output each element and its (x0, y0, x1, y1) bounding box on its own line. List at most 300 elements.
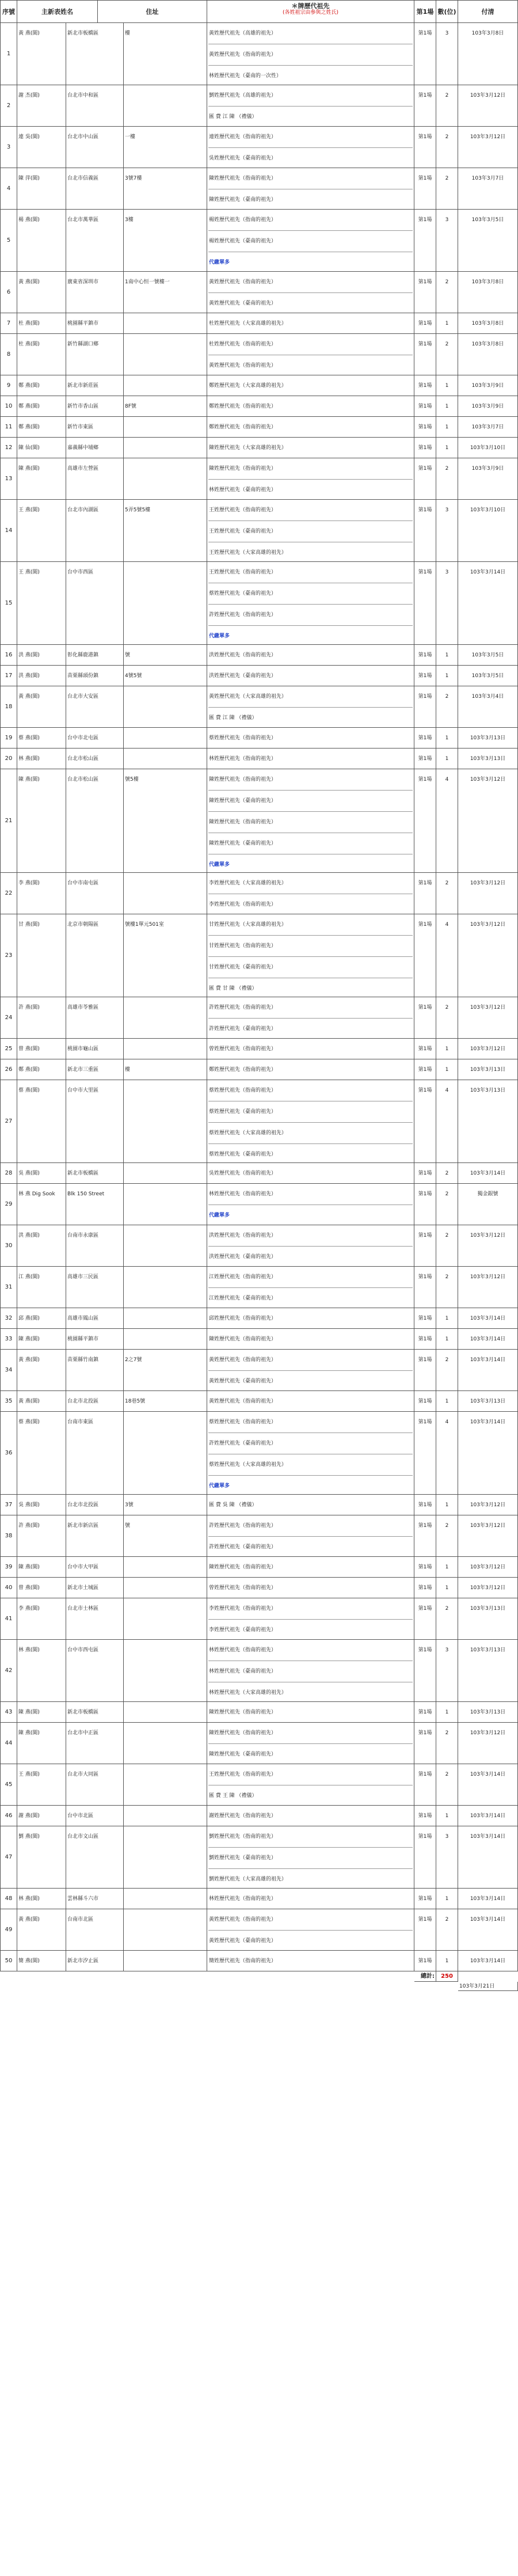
paid-date: 103年3月13日 (458, 1059, 518, 1080)
registrant-name: 蔡 燕(閩) (17, 1080, 66, 1163)
registrant-name: 邱 燕(閩) (17, 1308, 66, 1329)
row-number: 37 (0, 1495, 17, 1515)
ancestor-count: 1 (436, 728, 458, 749)
registrant-name: 洪 燕(閩) (17, 1225, 66, 1267)
row-number: 17 (0, 666, 17, 686)
ancestor-line: 黃姓歷代祖先（指南的祖先） (208, 272, 413, 293)
ancestor-line: 甘姓歷代祖先（臺南的祖先） (208, 957, 413, 978)
registrant-name: 黃 燕(閩) (17, 686, 66, 728)
ancestor-line: 匯 費 甘 陳 （禮儀） (209, 986, 257, 991)
row-number: 29 (0, 1184, 17, 1225)
ancestor-list (207, 562, 414, 645)
registrant-city: 新北市板橋區 (66, 1163, 124, 1184)
ancestor-list (207, 1723, 414, 1764)
ancestor-line: 江姓歷代祖先（臺南的祖先） (209, 1295, 277, 1301)
ancestor-line: 鄭姓歷代祖先（指南的祖先） (209, 404, 277, 409)
ancestor-line: 林姓歷代祖先（臺南的一次性） (209, 73, 282, 79)
ancestor-count: 2 (436, 1225, 458, 1267)
paid-date: 103年3月12日 (458, 85, 518, 127)
ancestor-line: 黃姓歷代祖先（指南的祖先） (208, 1909, 413, 1931)
registrant-name: 謝 杰(閩) (17, 85, 66, 127)
registrant-city: 北京市朝陽區 (66, 914, 124, 997)
registrant-city: 台北市士林區 (66, 1598, 124, 1640)
registrant-city: 桃園縣平鎮市 (66, 313, 124, 334)
ancestor-list (207, 334, 414, 375)
room-label: 第1場 (414, 914, 436, 997)
ancestor-line: 王姓歷代祖先（指南的祖先） (208, 562, 413, 583)
registrant-address (124, 873, 207, 914)
room-label: 第1場 (414, 334, 436, 375)
ancestor-count: 1 (436, 749, 458, 769)
paid-date: 103年3月12日 (458, 873, 518, 914)
ancestor-line: 林姓歷代祖先（指南的祖先） (208, 1640, 413, 1661)
row-number: 49 (0, 1909, 17, 1951)
paid-date: 103年3月12日 (458, 769, 518, 873)
ancestor-list (207, 1080, 414, 1163)
ancestor-line: 陳姓歷代祖先（指南的祖先） (208, 168, 413, 189)
ancestor-list (207, 873, 414, 914)
paid-date: 103年3月13日 (458, 728, 518, 749)
paid-date: 103年3月9日 (458, 375, 518, 396)
room-label: 第1場 (414, 272, 436, 313)
registrant-address (124, 1723, 207, 1764)
ancestor-count: 4 (436, 1412, 458, 1495)
ancestor-line: 黃姓歷代祖先（指南的祖先） (208, 1350, 413, 1371)
registrant-address (124, 686, 207, 728)
ancestor-count: 1 (436, 1702, 458, 1723)
header-count: 數(位) (436, 0, 458, 23)
ancestor-list (207, 500, 414, 562)
row-number: 9 (0, 375, 17, 396)
registrant-address (124, 728, 207, 749)
ancestor-line: 陳姓歷代祖先（指南的祖先） (209, 1709, 277, 1715)
ancestor-line: 許姓歷代祖先（指南的祖先） (208, 997, 413, 1019)
ancestor-line: 杜姓歷代祖先（指南的祖先） (208, 334, 413, 355)
ancestor-count: 1 (436, 1889, 458, 1909)
registrant-name: 黃 燕(閩) (17, 1909, 66, 1951)
ancestor-count: 1 (436, 417, 458, 438)
ancestor-line: 匯 費 王 陳 （禮儀） (209, 1793, 257, 1799)
ancestor-list (207, 168, 414, 210)
ancestor-line: 李姓歷代祖先（指南的祖先） (209, 902, 277, 907)
paid-date: 103年3月8日 (458, 334, 518, 375)
registrant-address (124, 1640, 207, 1702)
registrant-city: 新竹縣湖口鄉 (66, 334, 124, 375)
ancestor-count: 2 (436, 1909, 458, 1951)
registrant-address (124, 1184, 207, 1225)
ancestor-list (207, 1495, 414, 1515)
paid-date: 103年3月9日 (458, 396, 518, 417)
ancestor-line: 黃姓歷代祖先（大家高雄的祖先） (208, 686, 413, 708)
registrant-address (124, 85, 207, 127)
paid-date: 103年3月14日 (458, 1163, 518, 1184)
row-number: 44 (0, 1723, 17, 1764)
ancestor-line: 洪姓歷代祖先（臺南的祖先） (209, 673, 277, 679)
ancestor-count: 1 (436, 1039, 458, 1059)
room-label: 第1場 (414, 1184, 436, 1225)
registrant-name: 許 燕(閩) (17, 997, 66, 1039)
ancestor-line: 陳姓歷代祖先（指南的祖先） (208, 812, 413, 833)
registrant-name: 王 燕(閩) (17, 562, 66, 645)
ancestor-list (207, 127, 414, 168)
ancestor-list (207, 1764, 414, 1806)
ancestor-list (207, 1640, 414, 1702)
ancestor-line: 王姓歷代祖先（指南的祖先） (208, 500, 413, 521)
row-number: 3 (0, 127, 17, 168)
registrant-city: 台南市北區 (66, 1909, 124, 1951)
row-number: 47 (0, 1826, 17, 1889)
ancestor-count: 1 (436, 1391, 458, 1412)
ancestor-list (207, 1826, 414, 1889)
ancestor-line: 劉姓歷代祖先（臺南的祖先） (208, 1848, 413, 1869)
registrant-city: 台北市內湖區 (66, 500, 124, 562)
paid-date: 103年3月13日 (458, 1598, 518, 1640)
ancestor-line: 曾姓歷代祖先（指南的祖先） (209, 1585, 277, 1591)
registrant-name: 劉 燕(閩) (17, 1826, 66, 1889)
ancestor-list (207, 396, 414, 417)
ancestor-list (207, 1391, 414, 1412)
ancestor-count: 1 (436, 1951, 458, 1971)
row-number: 36 (0, 1412, 17, 1495)
registrant-address: 樓 (124, 1059, 207, 1080)
paid-date: 103年3月8日 (458, 272, 518, 313)
paid-date: 103年3月13日 (458, 749, 518, 769)
registrant-city: 彰化縣鹿港鎮 (66, 645, 124, 666)
registrant-address (124, 313, 207, 334)
ancestor-line: 簡姓歷代祖先（指南的祖先） (209, 1958, 277, 1964)
ancestor-list (207, 417, 414, 438)
room-label: 第1場 (414, 1059, 436, 1080)
total-value: 250 (436, 1971, 458, 1982)
paid-date: 103年3月12日 (458, 1039, 518, 1059)
registrant-address (124, 749, 207, 769)
registrant-city: 苗栗縣頭份鎮 (66, 666, 124, 686)
ancestor-line: 邱姓歷代祖先（指南的祖先） (209, 1316, 277, 1321)
ancestor-line: 蔡姓歷代祖先（臺南的祖先） (208, 1101, 413, 1123)
ancestor-count: 2 (436, 127, 458, 168)
ancestor-count: 1 (436, 1557, 458, 1578)
registrant-name: 蔡 燕(閩) (17, 728, 66, 749)
ancestor-list (207, 375, 414, 396)
row-number: 43 (0, 1702, 17, 1723)
row-number: 30 (0, 1225, 17, 1267)
ancestor-count: 4 (436, 1080, 458, 1163)
ancestor-line: 洪姓歷代祖先（臺南的祖先） (209, 1254, 277, 1260)
ancestor-line: 匯 費 吳 陳 （禮儀） (209, 1502, 257, 1508)
room-label: 第1場 (414, 1806, 436, 1826)
room-label: 第1場 (414, 1039, 436, 1059)
row-number: 22 (0, 873, 17, 914)
ancestor-count: 1 (436, 1806, 458, 1826)
paid-date: 103年3月12日 (458, 1723, 518, 1764)
registrant-address (124, 1578, 207, 1598)
ancestor-line: 許姓歷代祖先（指南的祖先） (208, 1515, 413, 1537)
registrant-address (124, 334, 207, 375)
ancestor-count: 1 (436, 438, 458, 458)
row-number: 41 (0, 1598, 17, 1640)
registrant-name: 黃 燕(閩) (17, 1350, 66, 1391)
ancestor-line: 匯 費 江 陳 （禮儀） (209, 114, 257, 120)
registrant-city: 台中市南屯區 (66, 873, 124, 914)
paid-date: 103年3月14日 (458, 1764, 518, 1806)
ancestor-count: 2 (436, 873, 458, 914)
row-number: 48 (0, 1889, 17, 1909)
room-label: 第1場 (414, 396, 436, 417)
ancestor-line: 代繳單多 (209, 260, 230, 265)
ancestor-count: 3 (436, 23, 458, 85)
registrant-name: 王 燕(閩) (17, 500, 66, 562)
ancestor-line: 曾姓歷代祖先（指南的祖先） (209, 1046, 277, 1052)
ancestor-line: 黃姓歷代祖先（指南的祖先） (209, 363, 277, 368)
registrant-name: 洪 燕(閩) (17, 645, 66, 666)
room-label: 第1場 (414, 1267, 436, 1308)
room-label: 第1場 (414, 1412, 436, 1495)
paid-date: 103年3月5日 (458, 666, 518, 686)
ancestor-list (207, 1039, 414, 1059)
registrant-name: 林 燕 Dig Sook (17, 1184, 66, 1225)
row-number: 28 (0, 1163, 17, 1184)
ancestor-line: 林姓歷代祖先（指南的祖先） (208, 1184, 413, 1205)
ancestor-count: 1 (436, 1495, 458, 1515)
registrant-name: 李 燕(閩) (17, 1598, 66, 1640)
registrant-city: 台中市北區 (66, 1806, 124, 1826)
registrant-name: 黃 燕(閩) (17, 23, 66, 85)
header-address: 住址 (98, 0, 207, 23)
registrant-address (124, 1702, 207, 1723)
row-number: 33 (0, 1329, 17, 1350)
ancestor-list (207, 272, 414, 313)
registrant-address (124, 1889, 207, 1909)
row-number: 46 (0, 1806, 17, 1826)
registrant-name: 黃 燕(閩) (17, 1391, 66, 1412)
registrant-city: 新北市板橋區 (66, 23, 124, 85)
ancestor-line: 林姓歷代祖先（指南的祖先） (209, 756, 277, 762)
registrant-city: 台北市中正區 (66, 1723, 124, 1764)
registrant-city: 台中市大里區 (66, 1080, 124, 1163)
ancestor-list (207, 458, 414, 500)
paid-date: 103年3月10日 (458, 438, 518, 458)
ancestor-count: 1 (436, 313, 458, 334)
registrant-name: 簡 燕(閩) (17, 1951, 66, 1971)
room-label: 第1場 (414, 85, 436, 127)
ancestor-line: 吳姓歷代祖先（指南的祖先） (209, 1171, 277, 1176)
ancestor-line: 許姓歷代祖先（指南的祖先） (208, 605, 413, 626)
room-label: 第1場 (414, 1598, 436, 1640)
registrant-city: 高雄市三民區 (66, 1267, 124, 1308)
ancestor-list (207, 1163, 414, 1184)
ancestor-line: 蔡姓歷代祖先（臺南的祖先） (208, 583, 413, 605)
row-number: 10 (0, 396, 17, 417)
report-date: 103年3月21日 (458, 1982, 518, 1991)
ancestor-list (207, 1889, 414, 1909)
ancestor-line: 黃姓歷代祖先（臺南的祖先） (209, 1378, 277, 1384)
paid-date: 103年3月7日 (458, 417, 518, 438)
ancestor-line: 劉姓歷代祖先（高雄的祖先） (208, 85, 413, 107)
ancestor-count: 1 (436, 1308, 458, 1329)
ancestor-line: 陳姓歷代祖先（大家高雄的祖先） (209, 445, 287, 451)
room-label: 第1場 (414, 1350, 436, 1391)
registrant-name: 杜 燕(閩) (17, 334, 66, 375)
row-number: 25 (0, 1039, 17, 1059)
registrant-address: 2之7號 (124, 1350, 207, 1391)
room-label: 第1場 (414, 417, 436, 438)
paid-date: 獨金銀號 (458, 1184, 518, 1225)
ancestor-count: 2 (436, 1350, 458, 1391)
paid-date: 103年3月9日 (458, 458, 518, 500)
ancestor-line: 楊姓歷代祖先（指南的祖先） (208, 210, 413, 231)
ancestor-line: 洪姓歷代祖先（指南的祖先） (208, 1225, 413, 1247)
registrant-city: 台北市中山區 (66, 127, 124, 168)
row-number: 21 (0, 769, 17, 873)
ancestor-list (207, 313, 414, 334)
registrant-address: 5弄5號5樓 (124, 500, 207, 562)
registrant-address (124, 417, 207, 438)
ancestor-line: 鄭姓歷代祖先（大家高雄的祖先） (209, 383, 287, 389)
ancestor-count: 2 (436, 1184, 458, 1225)
paid-date: 103年3月12日 (458, 914, 518, 997)
registrant-name: 連 吳(閩) (17, 127, 66, 168)
registrant-city: 台北市北投區 (66, 1495, 124, 1515)
room-label: 第1場 (414, 1080, 436, 1163)
row-number: 7 (0, 313, 17, 334)
room-label: 第1場 (414, 313, 436, 334)
header-paid-date: 付清 (458, 0, 518, 23)
row-number: 24 (0, 997, 17, 1039)
ancestor-line: 黃姓歷代祖先（指南的祖先） (209, 1399, 277, 1404)
ancestor-list (207, 210, 414, 272)
registrant-address (124, 1039, 207, 1059)
header-ancestor-list (207, 0, 414, 23)
room-label: 第1場 (414, 728, 436, 749)
registrant-name: 陳 萍(閩) (17, 168, 66, 210)
ancestor-line: 黃姓歷代祖先（臺南的祖先） (209, 301, 277, 306)
room-label: 第1場 (414, 1951, 436, 1971)
ancestor-list (207, 1909, 414, 1951)
registrant-city: 台北市大同區 (66, 1764, 124, 1806)
registrant-address: 一樓 (124, 127, 207, 168)
ancestor-line: 陳姓歷代祖先（指南的祖先） (208, 458, 413, 480)
ancestor-line: 李姓歷代祖先（臺南的祖先） (209, 1627, 277, 1633)
paid-date: 103年3月14日 (458, 1951, 518, 1971)
ancestor-list (207, 1329, 414, 1350)
registrant-name: 鄭 燕(閩) (17, 417, 66, 438)
paid-date: 103年3月14日 (458, 1806, 518, 1826)
room-label: 第1場 (414, 168, 436, 210)
ancestor-count: 3 (436, 500, 458, 562)
row-number: 6 (0, 272, 17, 313)
ancestor-line: 許姓歷代祖先（臺南的祖先） (209, 1026, 277, 1032)
ancestor-line: 黃姓歷代祖先（臺南的祖先） (209, 1938, 277, 1944)
ancestor-list (207, 728, 414, 749)
ancestor-line: 陳姓歷代祖先（指南的祖先） (209, 1336, 277, 1342)
registrant-name: 鄭 燕(閩) (17, 375, 66, 396)
registrant-address: 號5樓 (124, 769, 207, 873)
registrant-address: 1南中心恒一號樓一 (124, 272, 207, 313)
ancestor-line: 吳姓歷代祖先（臺南的祖先） (209, 155, 277, 161)
ancestor-count: 2 (436, 1598, 458, 1640)
room-label: 第1場 (414, 1723, 436, 1764)
ancestor-list (207, 914, 414, 997)
ancestor-list (207, 1598, 414, 1640)
row-number: 20 (0, 749, 17, 769)
registrant-name: 吳 燕(閩) (17, 1163, 66, 1184)
registrant-city: 台北市北投區 (66, 1391, 124, 1412)
registrant-address: 3號 (124, 1495, 207, 1515)
ancestor-line: 陳姓歷代祖先（指南的祖先） (208, 1723, 413, 1744)
ancestor-count: 4 (436, 769, 458, 873)
total-label: 總計: (414, 1971, 436, 1982)
ancestor-line: 楊姓歷代祖先（臺南的祖先） (208, 231, 413, 252)
room-label: 第1場 (414, 1889, 436, 1909)
ancestor-count: 4 (436, 914, 458, 997)
registrant-address (124, 1557, 207, 1578)
ancestor-line: 洪姓歷代祖先（指南的祖先） (209, 652, 277, 658)
registrant-address: 3號7樓 (124, 168, 207, 210)
ancestor-line: 蔡姓歷代祖先（大家高雄的祖先） (208, 1454, 413, 1476)
ancestor-line: 林姓歷代祖先（指南的祖先） (209, 1896, 277, 1902)
row-number: 13 (0, 458, 17, 500)
registrant-name: 陳 燕(閩) (17, 1329, 66, 1350)
ancestor-count: 2 (436, 85, 458, 127)
ancestor-line: 代繳單多 (209, 1213, 230, 1218)
paid-date: 103年3月12日 (458, 1515, 518, 1557)
ancestor-count: 1 (436, 1329, 458, 1350)
registrant-city: 台北市信義區 (66, 168, 124, 210)
ancestor-line: 代繳單多 (209, 862, 230, 868)
registrant-name: 陳 燕(閩) (17, 1557, 66, 1578)
room-label: 第1場 (414, 1764, 436, 1806)
ancestor-list (207, 686, 414, 728)
ancestor-count: 2 (436, 1515, 458, 1557)
ancestor-list (207, 1184, 414, 1225)
registrant-city: 桃園市龜山區 (66, 1039, 124, 1059)
ancestor-count: 2 (436, 686, 458, 728)
ancestor-line: 王姓歷代祖先（臺南的祖先） (208, 521, 413, 542)
registrant-city: 高雄市苓雅區 (66, 997, 124, 1039)
ancestor-list (207, 997, 414, 1039)
paid-date: 103年3月14日 (458, 562, 518, 645)
row-number: 15 (0, 562, 17, 645)
row-number: 8 (0, 334, 17, 375)
paid-date: 103年3月10日 (458, 500, 518, 562)
registrant-city: 台南市永康區 (66, 1225, 124, 1267)
registrant-name: 杜 燕(閩) (17, 313, 66, 334)
ancestor-list (207, 23, 414, 85)
ancestor-count: 3 (436, 1826, 458, 1889)
registrant-city: 新北市新店區 (66, 1515, 124, 1557)
registrant-city: Blk 150 Street (66, 1184, 124, 1225)
row-number: 45 (0, 1764, 17, 1806)
paid-date: 103年3月8日 (458, 23, 518, 85)
registrant-name: 洪 燕(閩) (17, 666, 66, 686)
paid-date: 103年3月14日 (458, 1329, 518, 1350)
registrant-city: 台中市大甲區 (66, 1557, 124, 1578)
ancestor-line: 代繳單多 (209, 1483, 230, 1489)
registrant-address: 號樓1單元501室 (124, 914, 207, 997)
registrant-city: 嘉義縣中埔鄉 (66, 438, 124, 458)
ancestor-line: 林姓歷代祖先（臺南的祖先） (209, 487, 277, 493)
registrant-city: 高雄市左營區 (66, 458, 124, 500)
registrant-address (124, 1826, 207, 1889)
registrant-name: 陳 燕(閩) (17, 458, 66, 500)
registrant-name: 陳 燕(閩) (17, 769, 66, 873)
registrant-name: 鄭 燕(閩) (17, 396, 66, 417)
paid-date: 103年3月12日 (458, 127, 518, 168)
ancestor-list (207, 85, 414, 127)
room-label: 第1場 (414, 210, 436, 272)
registrant-address (124, 1225, 207, 1267)
registrant-name: 蔡 燕(閩) (17, 1412, 66, 1495)
